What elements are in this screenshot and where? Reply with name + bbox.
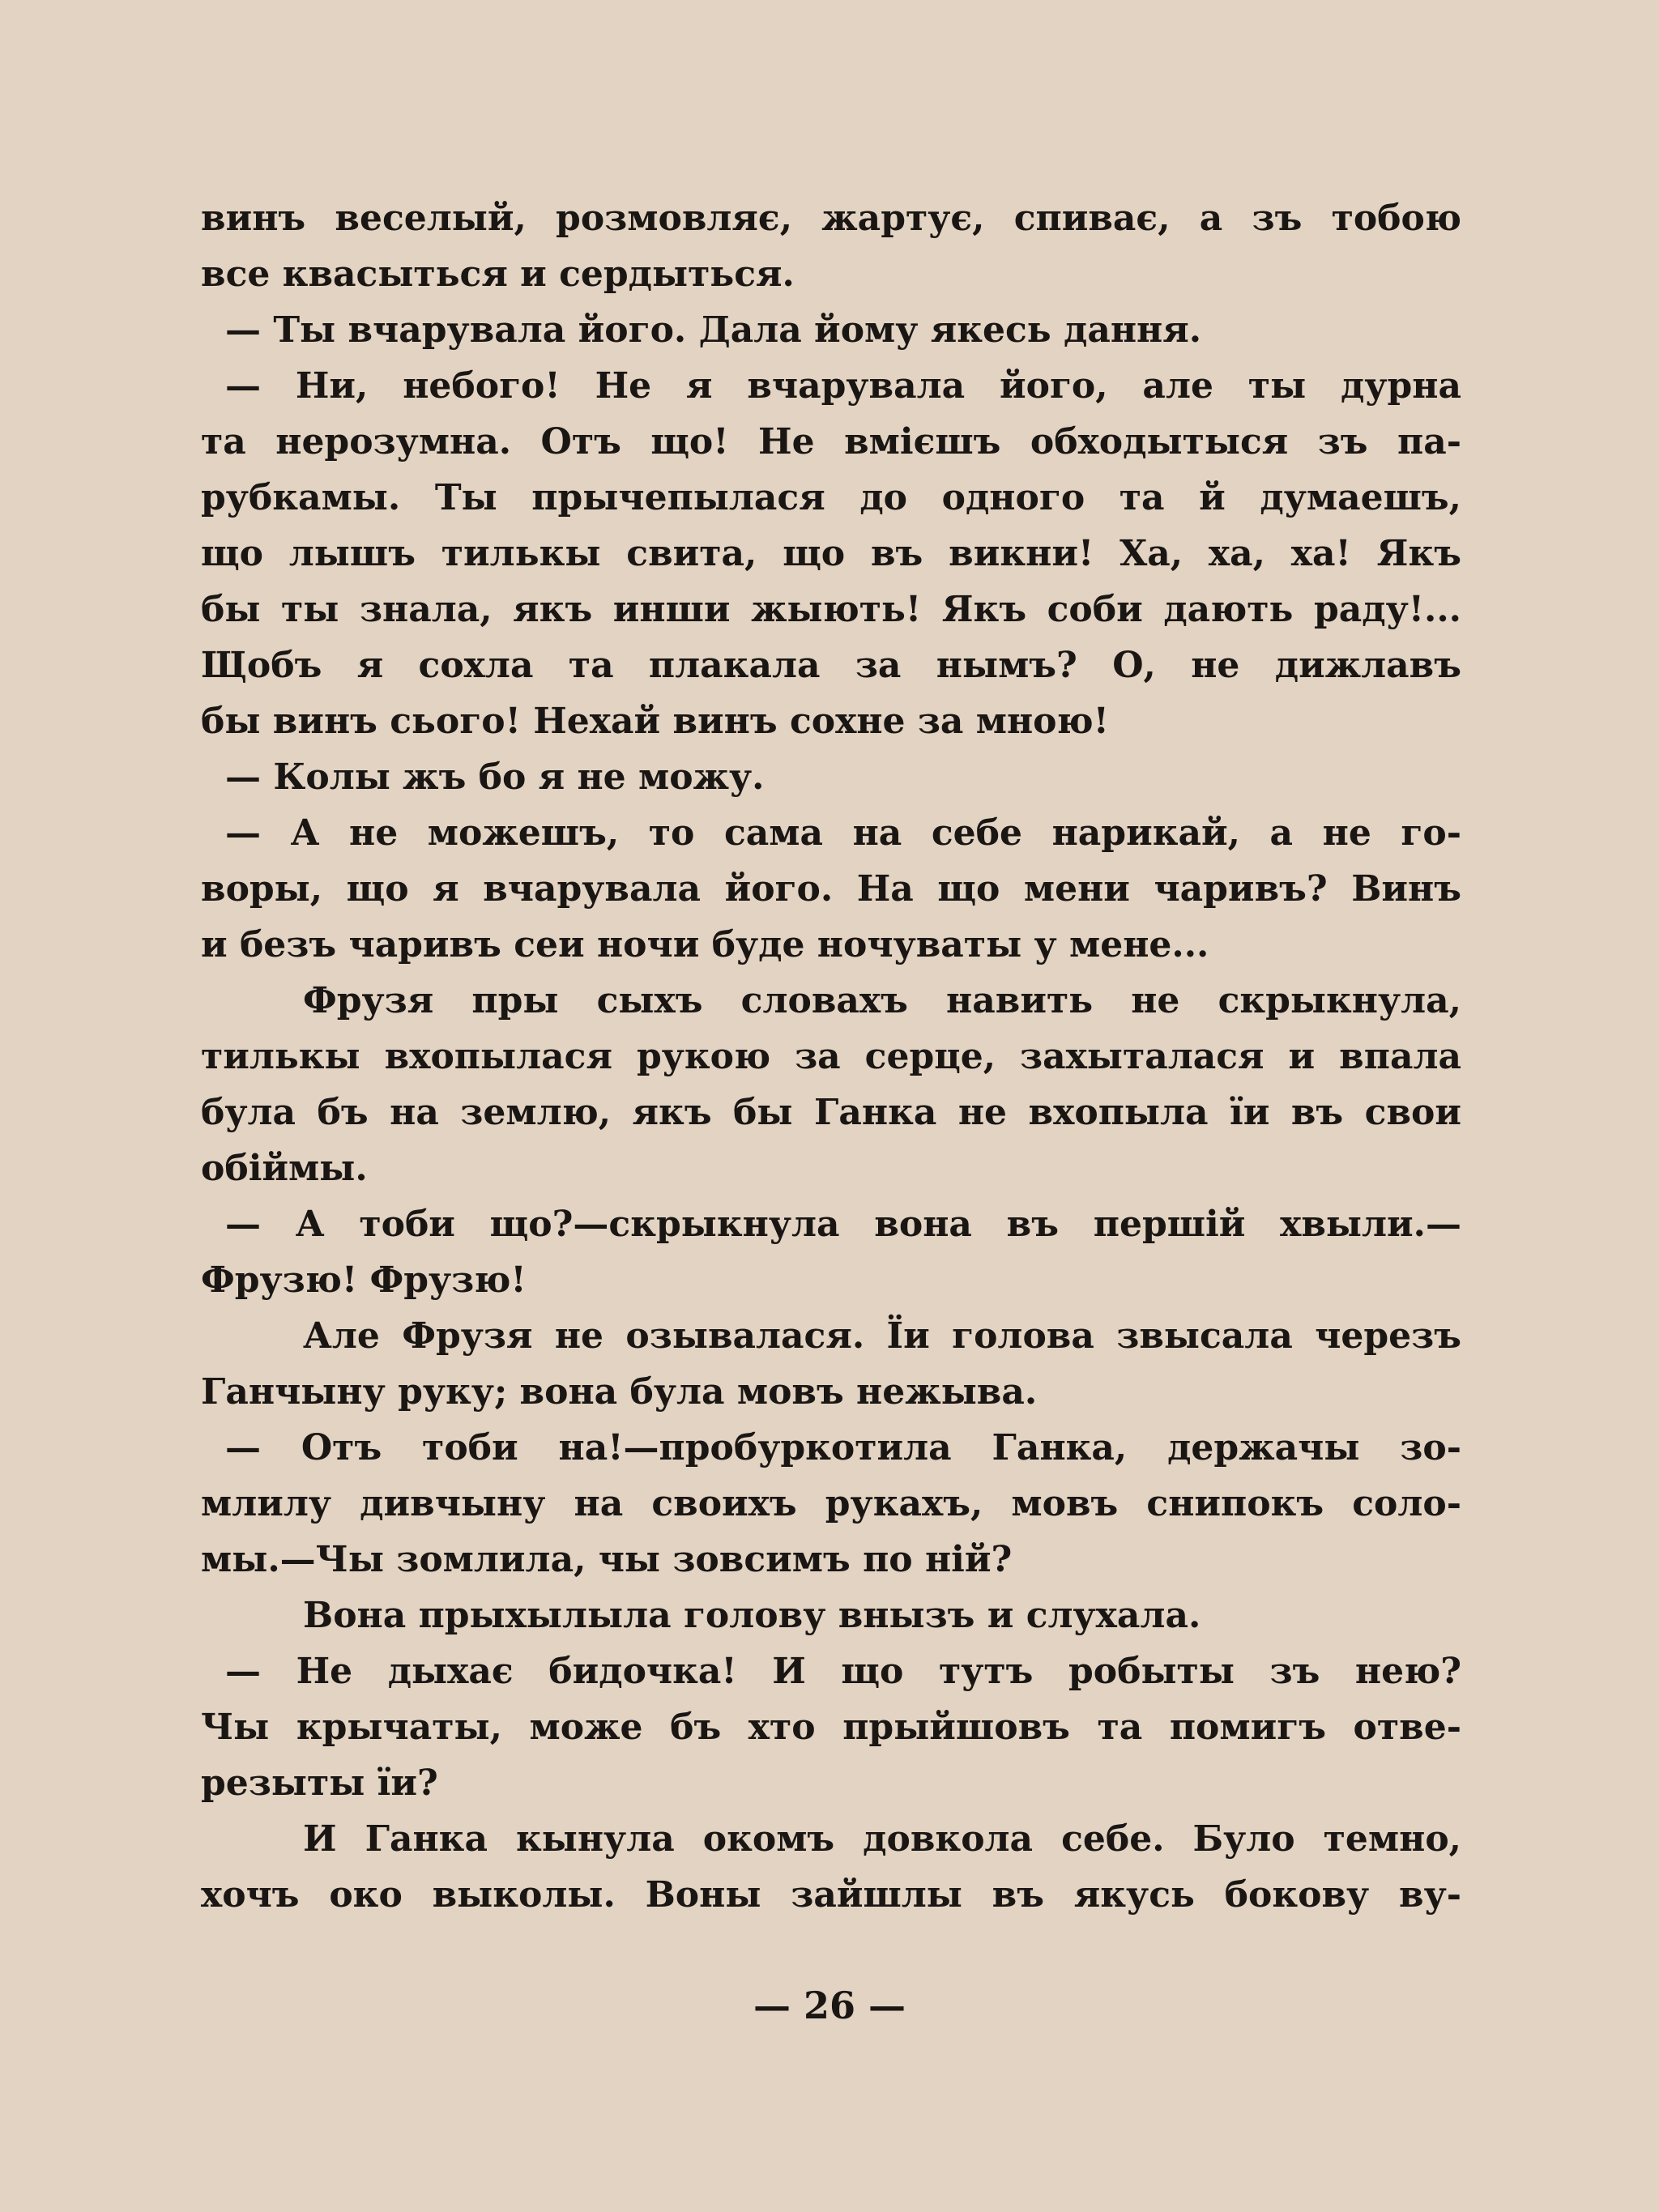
text-line: Щобъ я сохла та плакала за нымъ? О, не дижлавъ [201, 645, 1461, 686]
text-line: воры, що я вчарувала його. На що мени чаривъ? Винъ [201, 868, 1461, 910]
text-line: Фрузю! Фрузю! [201, 1259, 527, 1301]
text-line: — Ты вчарувала його. Дала йому якесь дання. [225, 309, 1202, 351]
text-line: — Колы жъ бо я не можу. [225, 757, 765, 798]
text-line: Ганчыну руку; вона була мовъ нежыва. [201, 1371, 1038, 1413]
text-line: — А не можешъ, то сама на себе нарикай, а не го- [225, 812, 1461, 854]
text-line: — А тоби що?—скрыкнула вона въ першiй хвыли.— [225, 1204, 1461, 1245]
text-line: хочъ око выколы. Воны зайшлы въ якусь бокову ву- [201, 1874, 1461, 1916]
text-line: мы.—Чы зомлила, чы зовсимъ по нiй? [201, 1539, 1013, 1580]
text-line: бы винъ сього! Нехай винъ сохне за мною! [201, 701, 1109, 742]
text-line: все квасыться и сердыться. [201, 254, 795, 295]
text-line: резыты ïи? [201, 1762, 438, 1804]
text-line: обiймы. [201, 1148, 368, 1189]
text-line: и безъ чаривъ сеи ночи буде ночуваты у мене... [201, 924, 1209, 965]
text-line: бы ты знала, якъ инши жыють! Якъ соби дають раду!... [201, 589, 1461, 630]
text-line: Фрузя пры сыхъ словахъ навить не скрыкнула, [303, 980, 1461, 1021]
text-line: Але Фрузя не озывалася. Ïи голова звысала черезъ [303, 1315, 1461, 1357]
text-line: що лышъ тилькы свита, що въ викни! Ха, ха, ха! Якъ [201, 533, 1461, 574]
text-line: — Ни, небого! Не я вчарувала його, але ты дурна [225, 365, 1461, 407]
text-line: та нерозумна. Отъ що! Не вмієшъ обходытыся зъ па- [201, 421, 1461, 462]
text-line: И Ганка кынула окомъ довкола себе. Було темно, [303, 1818, 1461, 1860]
page-number: — 26 — [753, 1984, 906, 2027]
text-line: — Не дыхає бидочка! И що тутъ робыты зъ нею? [225, 1651, 1461, 1692]
text-line: тилькы вхопылася рукою за серце, захыталася и впала [201, 1036, 1461, 1077]
page-text [201, 190, 1461, 1923]
text-line: млилу дивчыну на своихъ рукахъ, мовъ снипокъ соло- [201, 1483, 1461, 1524]
text-line: — Отъ тоби на!—пробуркотила Ганка, держачы зо- [225, 1427, 1461, 1468]
text-line: була бъ на землю, якъ бы Ганка не вхопыла ïи въ свои [201, 1092, 1461, 1133]
text-line: Чы крычаты, може бъ хто прыйшовъ та помигъ отве- [201, 1707, 1461, 1748]
text-line: Вона прыхылыла голову внызъ и слухала. [303, 1595, 1201, 1636]
text-line: рубкамы. Ты прычепылася до одного та й думаешъ, [201, 477, 1461, 518]
text-line: винъ веселый, розмовляє, жартує, спиває, а зъ тобою [201, 198, 1461, 239]
